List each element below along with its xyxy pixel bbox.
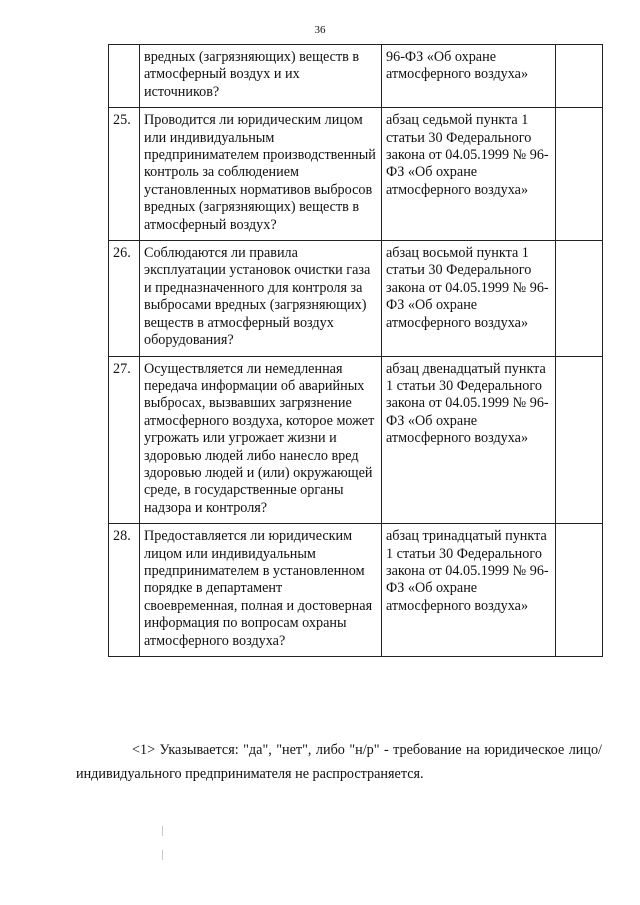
question-cell: Осуществляется ли немедленная передача информации об аварийных выбросах, вызвавших загрязнение атмосферного воздуха, которое может угрожать или угрожает жизни и здоровью людей либо нанесло вред здоровью людей и (или) окружающей среде, в государственные органы надзора и контроля? (140, 356, 382, 524)
answer-cell (556, 45, 603, 108)
table-row (109, 241, 603, 356)
table-row (109, 524, 603, 657)
answer-cell (556, 241, 603, 356)
legal-reference-cell: абзац тринадцатый пункта 1 статьи 30 Федерального закона от 04.05.1999 № 96-ФЗ «Об охране атмосферного воздуха» (382, 524, 556, 657)
legal-reference-cell: абзац двенадцатый пункта 1 статьи 30 Федерального закона от 04.05.1999 № 96-ФЗ «Об охране атмосферного воздуха» (382, 356, 556, 524)
answer-cell (556, 524, 603, 657)
scan-artifact (162, 826, 163, 836)
answer-cell (556, 356, 603, 524)
table-row (109, 356, 603, 524)
row-number: 27. (109, 356, 140, 524)
row-number: 28. (109, 524, 140, 657)
table-row (109, 108, 603, 241)
scan-artifact (162, 850, 163, 860)
question-cell: Проводится ли юридическим лицом или индивидуальным предпринимателем производственный контроль за соблюдением установленных нормативов выбросов вредных (загрязняющих) веществ в атмосферный воздух? (140, 108, 382, 241)
legal-reference-cell: абзац восьмой пункта 1 статьи 30 Федерального закона от 04.05.1999 № 96-ФЗ «Об охране атмосферного воздуха» (382, 241, 556, 356)
question-cell: Соблюдаются ли правила эксплуатации установок очистки газа и предназначенного для контроля за выбросами вредных (загрязняющих) веществ в атмосферный воздух оборудования? (140, 241, 382, 356)
table-row (109, 45, 603, 108)
page-number: 36 (314, 24, 326, 36)
question-cell: вредных (загрязняющих) веществ в атмосферный воздух и их источников? (140, 45, 382, 108)
legal-reference-cell: 96-ФЗ «Об охране атмосферного воздуха» (382, 45, 556, 108)
requirements-table (108, 44, 603, 657)
footnote: <1> Указывается: "да", "нет", либо "н/р" - требование на юридическое лицо/индивидуального предпринимателя не распространяется. (76, 742, 602, 782)
row-number: 25. (109, 108, 140, 241)
row-number: 26. (109, 241, 140, 356)
question-cell: Предоставляется ли юридическим лицом или индивидуальным предпринимателем в установленном порядке в департамент своевременная, полная и достоверная информация по вопросам охраны атмосферного воздуха? (140, 524, 382, 657)
legal-reference-cell: абзац седьмой пункта 1 статьи 30 Федерального закона от 04.05.1999 № 96-ФЗ «Об охране атмосферного воздуха» (382, 108, 556, 241)
row-number (109, 45, 140, 108)
answer-cell (556, 108, 603, 241)
